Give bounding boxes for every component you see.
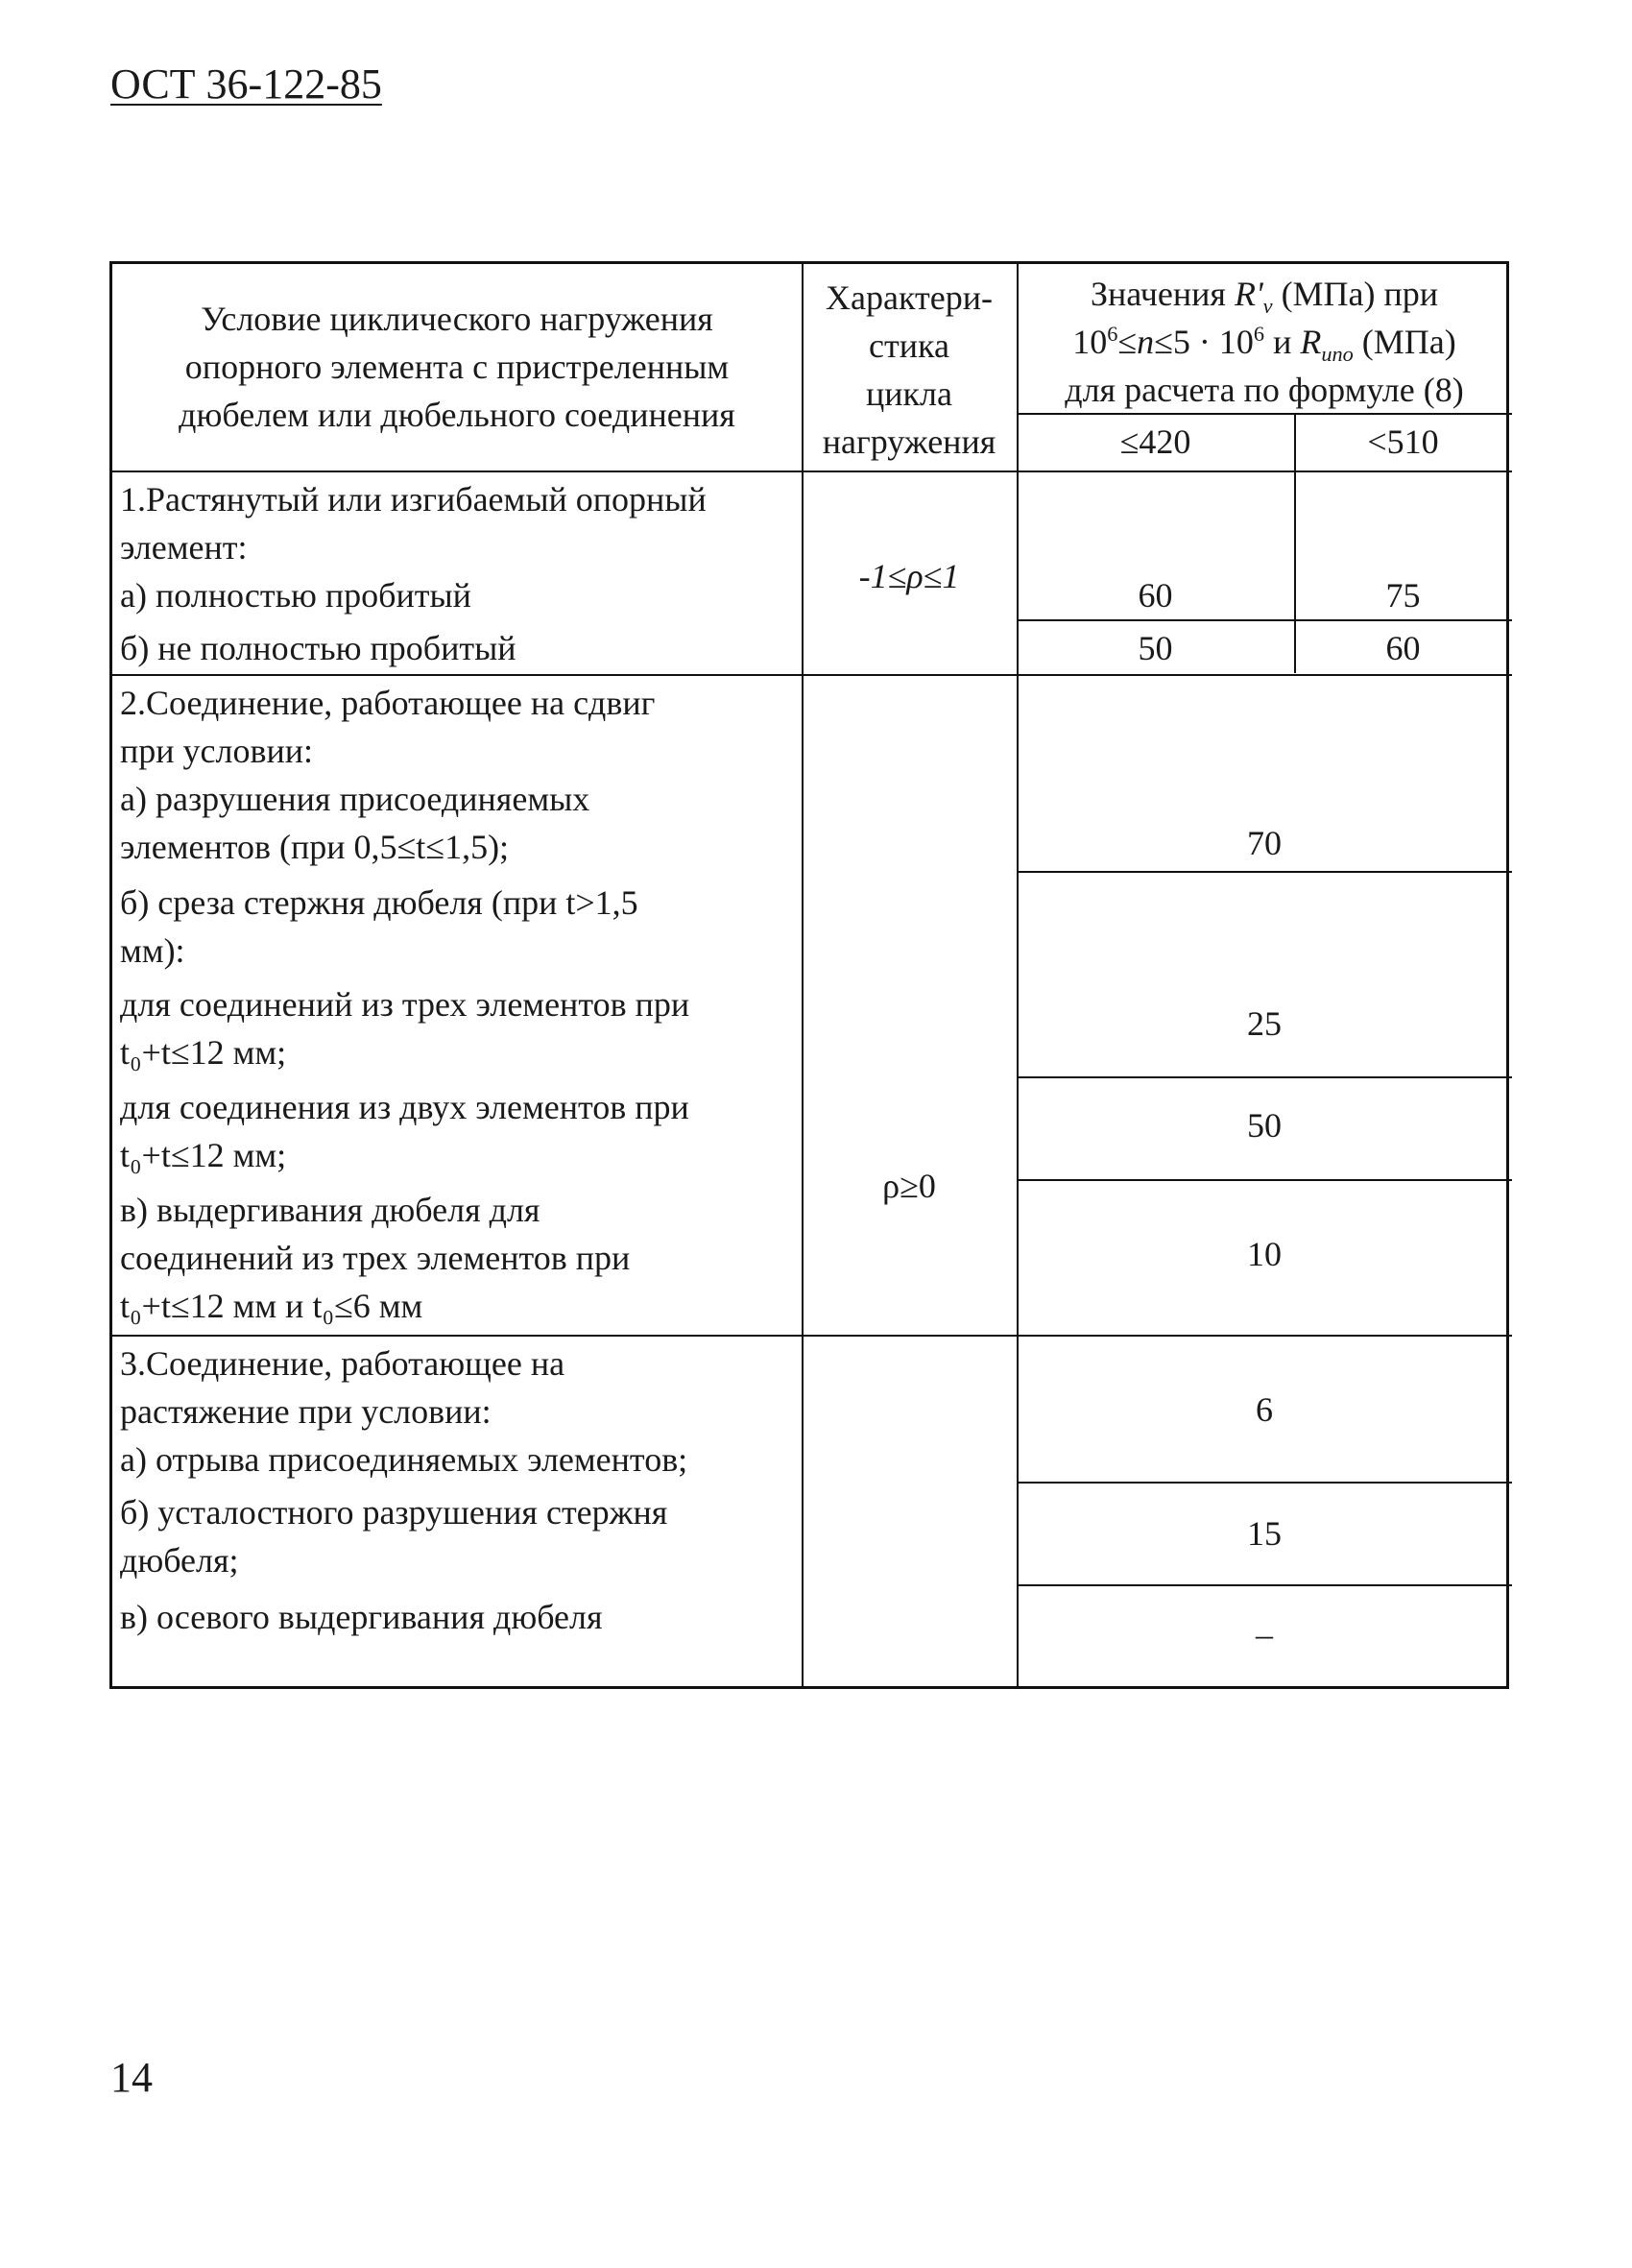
s3-item-a: а) отрыва присоединяемых элементов; — [120, 1440, 688, 1479]
s3-a-value: 6 — [1256, 1390, 1273, 1429]
s1-title-line: элемент: — [120, 528, 248, 567]
fatigue-values-table — [109, 261, 1509, 1689]
s2-item-a-line: элементов (при 0,5≤t≤1,5); — [120, 828, 510, 866]
s2-a-value: 70 — [1247, 824, 1282, 862]
s1-a-value-420: 60 — [1138, 576, 1173, 615]
s3-title-line: 3.Соединение, работающее на — [120, 1344, 565, 1383]
s2-item-b-line: мм): — [120, 931, 185, 970]
header-cycle-line: цикла — [866, 374, 952, 413]
s2-item-a-line: а) разрушения присоединяемых — [120, 780, 590, 818]
divider — [802, 264, 804, 1689]
s1-title-line: 1.Растянутый или изгибаемый опорный — [120, 480, 707, 519]
s2-item-b2-line: t₀+t≤12 мм; — [120, 1136, 287, 1174]
page-number: 14 — [110, 2054, 153, 2101]
s2-c-value: 10 — [1247, 1235, 1282, 1273]
header-strength-420: ≤420 — [1119, 422, 1191, 461]
s3-item-c: в) осевого выдергивания дюбеля — [120, 1598, 603, 1636]
s2-b1-value: 25 — [1247, 1004, 1282, 1043]
s3-item-b-line: б) усталостного разрушения стержня — [120, 1493, 668, 1532]
divider — [1017, 1482, 1512, 1484]
s2-b2-value: 50 — [1247, 1106, 1282, 1145]
s2-title-line: при условии: — [120, 732, 314, 770]
s2-item-b1-line: для соединений из трех элементов при — [120, 985, 690, 1024]
s1-cycle: -1≤ρ≤1 — [858, 557, 960, 595]
s2-item-b1-line: t₀+t≤12 мм; — [120, 1033, 287, 1072]
s2-title-line: 2.Соединение, работающее на сдвиг — [120, 684, 656, 722]
s1-item-a: а) полностью пробитый — [120, 576, 471, 615]
s1-b-value-510: 60 — [1385, 629, 1421, 667]
s2-item-c-line: соединений из трех элементов при — [120, 1239, 631, 1277]
s1-a-value-510: 75 — [1385, 576, 1421, 615]
s2-item-b-line: б) среза стержня дюбеля (при t>1,5 — [120, 883, 638, 922]
divider — [1017, 619, 1512, 621]
document-code: ОСТ 36-122-85 — [110, 60, 382, 108]
s1-item-b: б) не полностью пробитый — [120, 629, 516, 667]
divider — [1017, 1076, 1512, 1078]
s2-cycle: ρ≥0 — [882, 1167, 936, 1205]
header-values-line-1: Значения $R'_v$ (МПа) при — [1090, 275, 1439, 319]
s1-b-value-420: 50 — [1138, 629, 1173, 667]
s2-item-c-line: t₀+t≤12 мм и t₀≤6 мм — [120, 1287, 423, 1325]
divider — [1017, 264, 1019, 1689]
header-condition-line: опорного элемента с пристреленным — [184, 348, 730, 386]
divider — [112, 674, 1512, 676]
header-condition-line: Условие циклического нагружения — [201, 300, 713, 338]
divider — [1017, 1584, 1512, 1586]
divider — [1017, 871, 1512, 873]
header-cycle-line: нагружения — [822, 422, 996, 461]
s3-item-b-line: дюбеля; — [120, 1541, 239, 1580]
header-strength-510: <510 — [1367, 422, 1439, 461]
divider — [112, 1335, 1512, 1337]
header-condition-line: дюбелем или дюбельного соединения — [179, 396, 735, 434]
header-cycle-line: Характери- — [826, 278, 993, 317]
s3-b-value: 15 — [1247, 1514, 1282, 1553]
header-values-line-2: $10^6\le n\le 5 \cdot 10^6$ и $R_{uno}$ (МПа) — [1072, 322, 1456, 367]
s3-c-value: – — [1256, 1615, 1273, 1653]
s3-title-line: растяжение при условии: — [120, 1392, 492, 1431]
s2-item-c-line: в) выдергивания дюбеля для — [120, 1191, 540, 1229]
divider — [112, 470, 1512, 472]
divider — [1017, 1179, 1512, 1181]
header-values-line-3: для расчета по формуле (8) — [1065, 371, 1464, 409]
s2-item-b2-line: для соединения из двух элементов при — [120, 1088, 689, 1126]
header-cycle-line: стика — [869, 326, 949, 365]
